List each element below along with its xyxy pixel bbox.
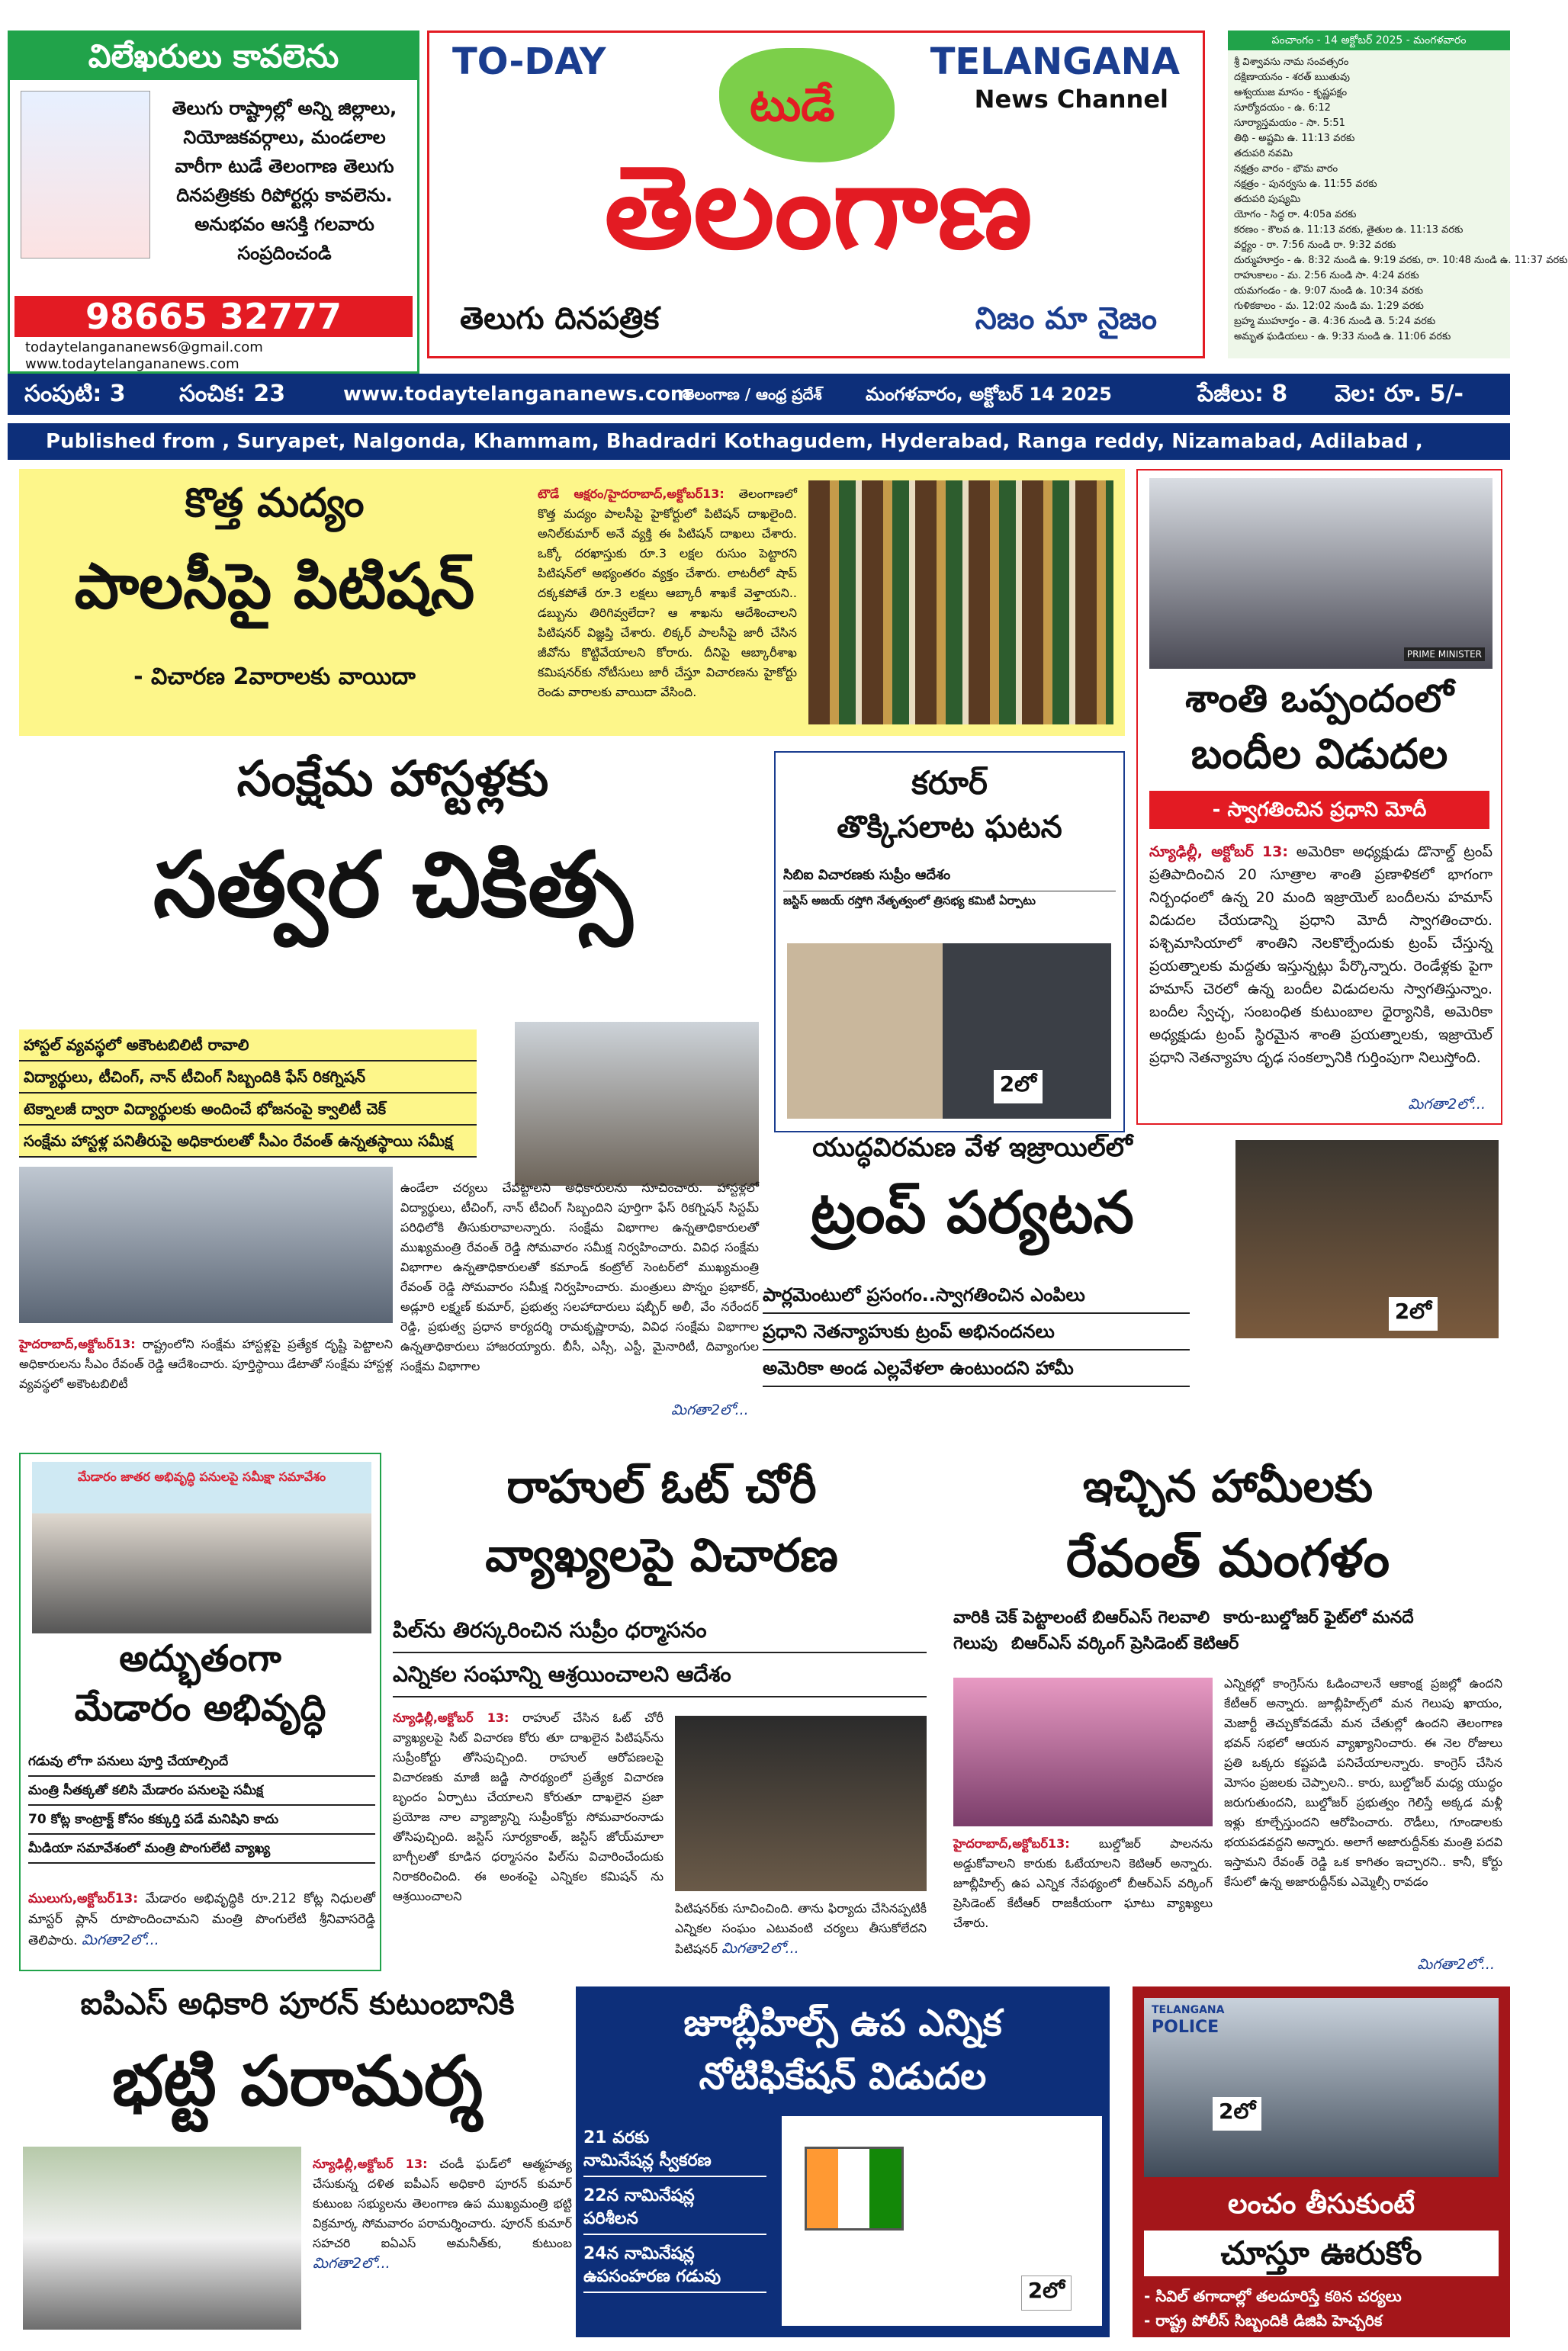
panchang-line: యోగం - సిద్ధ రా. 4:05a వరకు [1234, 209, 1357, 220]
jubilee-item-date: 24న నామినేషన్ల [583, 2244, 695, 2263]
trump-photo [1235, 1140, 1499, 1338]
liquor-policy-story [19, 469, 1125, 736]
trump-subline: పార్లమెంటులో ప్రసంగం..స్వాగతించిన ఎంపిలు [763, 1277, 1190, 1314]
ktr-head2: రేవంత్ మంగళం [1065, 1529, 1390, 1589]
ballot-box-icon [805, 2147, 904, 2231]
liquor-body [538, 484, 797, 702]
rahul-body-left [393, 1708, 664, 1937]
rahul-subline: పిల్‌ను తిరస్కరించిన సుప్రీం ధర్మాసనం [393, 1609, 927, 1653]
modi-more[interactable]: మిగతా2లో... [1408, 1096, 1486, 1113]
hostel-body-right [400, 1178, 759, 1373]
ktr-body-right [1224, 1674, 1502, 1956]
states: తెలంగాణ / ఆంధ్ర ప్రదేశ్ [683, 385, 822, 403]
panchang-line: తిథి - అష్టమి ఉ. 11:13 వరకు [1234, 133, 1355, 144]
modi-lead: న్యూఢిల్లీ, అక్టోబర్ 13: [1149, 843, 1288, 860]
ktr-bullet: కారు-బుల్డోజర్ ఫైట్‌లో మనదే గెలుపు [953, 1608, 1414, 1653]
panchang-box [1228, 31, 1568, 358]
hostel-left-text: రాష్ట్రంలోని సంక్షేమ హాస్టళ్లపై ప్రత్యేక దృష్టి పెట్టాలని అధికారులను సీఎం రేవంత్ రెడ్డి ఆదేశించారు. పూర్తిస్థాయి డేటాతో సంక్షేమ హాస్టళ్ల వ్యవస్థలో అకౌంటబిలిటీ [19, 1337, 394, 1391]
bhatti-body [313, 2154, 572, 2274]
modi-body [1149, 840, 1492, 1069]
hostel-bullet: సంక్షేమ హాస్టళ్ల పనితీరుపై అధికారులతో సీఎం రేవంత్ ఉన్నతస్థాయి సమీక్ష [19, 1126, 477, 1158]
issue-date: మంగళవారం, అక్టోబర్ 14 2025 [866, 384, 1112, 405]
liquor-sub: - విచారణ 2వారాలకు వాయిదా [133, 663, 416, 690]
panchang-line: బ్రహ్మ ముహూర్తం - తె. 4:36 నుండి తె. 5:24 వరకు [1234, 316, 1436, 327]
medaram-story [19, 1453, 381, 1971]
modi-sub: - స్వాగతించిన ప్రధాని మోదీ [1149, 791, 1489, 829]
ktr-photo [953, 1678, 1213, 1826]
masthead-telangana: TELANGANA [930, 40, 1180, 83]
hostel-bullet: విద్యార్థులు, టీచింగ్, నాన్ టీచింగ్ సిబ్బందికి ఫేస్ రికగ్నిషన్ [19, 1061, 477, 1094]
masthead-small-title: టుడే [750, 79, 835, 132]
hostel-more[interactable]: మిగతా2లో... [671, 1402, 749, 1418]
trump-subline: అమెరికా అండ ఎల్లవేళలా ఉంటుందని హామీ [763, 1351, 1190, 1387]
jubilee-head1: జూబ్లీహిల్స్ ఉప ఎన్నిక [683, 2002, 1002, 2044]
medaram-head2: మేడారం అభివృద్ధి [74, 1687, 326, 1730]
ktr-body-left [953, 1834, 1213, 1967]
trump-badge[interactable]: 2లో [1389, 1297, 1438, 1331]
ad-email: todaytelangananews6@gmail.com [25, 339, 263, 355]
masthead-tagline-left: తెలుగు దినపత్రిక [460, 301, 660, 336]
price: వెల: రూ. 5/- [1335, 381, 1464, 407]
panchang-line: సూర్యాస్తమయం - సా. 5:51 [1234, 117, 1345, 129]
jubilee-item-desc: పరిశీలన [583, 2209, 638, 2228]
medaram-lines [28, 1748, 375, 1864]
trump-kicker: యుద్ధవిరమణ వేళ ఇజ్రాయిల్‌లో [812, 1132, 1133, 1163]
medaram-subline: 70 కోట్ల కాంట్రాక్ట్ కోసం కక్కుర్తి పడే మనిషిని కాదు [28, 1806, 375, 1835]
liquor-text: తెలంగాణలో కొత్త మద్యం పాలసీపై హైకోర్టులో పిటిషన్ దాఖలైంది. అనిల్‌కుమార్ అనే వ్యక్తి ఈ పిటిషన్ దాఖలు చేశారు. ఒక్కో దరఖాస్తుకు రూ.3 లక్షల రుసుం పెట్టారని పిటిషన్‌లో అభ్యంతరం వ్యక్తం చేశారు. లాటరీలో షాప్ దక్కకపోతే రూ.3 లక్షలు ఆబ్కారీ శాఖకే వెళ్తాయని.. డబ్బును తిరిగివ్వలేదా? ఆ శాఖను ఆదేశించాలని పిటిషనర్ విజ్ఞప్తి చేశారు. లిక్కర్ పాలసీపై జారీ చేసిన జీవోను కొట్టివేయాలని కోరారు. దీనిపై ఆబ్కారీశాఖ కమిషనర్‌కు నోటీసులు జారీ చేస్తూ విచారణను హైకోర్టు రెండు వారాలకు వాయిదా వేసింది. [538, 487, 797, 699]
masthead-today: TO-DAY [452, 40, 606, 83]
police-logo2: POLICE [1152, 2018, 1219, 2037]
ad-phone: 98665 32777 [14, 296, 413, 337]
liquor-lead: టౌడే ఆక్షరం/హైదరాబాద్,అక్టోబర్13: [538, 487, 725, 501]
panchang-line: వర్జ్యం - రా. 7:56 నుండి రా. 9:32 వరకు [1234, 239, 1396, 251]
panchang-line: ఆశ్వయుజ మాసం - కృష్ణపక్షం [1234, 87, 1348, 98]
police-badge[interactable]: 2లో [1213, 2097, 1261, 2131]
rahul-head2: వ్యాఖ్యలపై విచారణ [485, 1529, 838, 1582]
police-head1: లంచం తీసుకుంటే [1227, 2189, 1415, 2220]
karur-badge[interactable]: 2లో [994, 1070, 1043, 1103]
revanth-photo [515, 1022, 759, 1186]
review-meeting-photo [19, 1167, 393, 1323]
jubilee-head2: నోటిఫికేషన్ విడుదల [699, 2055, 987, 2098]
panchang-lines [1228, 50, 1568, 349]
rahul-body-right [675, 1899, 927, 1959]
bhatti-headline: భట్టి పరామర్శ [111, 2041, 484, 2121]
panchang-line: తదుపరి నవమి [1234, 148, 1293, 159]
rahul-subline: ఎన్నికల సంఘాన్ని ఆశ్రయించాలని ఆదేశం [393, 1653, 927, 1697]
bhatti-more[interactable]: మిగతా2లో... [313, 2255, 390, 2272]
medaram-body [28, 1889, 375, 1951]
modi-photo [1149, 478, 1492, 669]
jubilee-item-desc: నామినేషన్ల స్వీకరణ [583, 2151, 712, 2170]
masthead [427, 31, 1205, 358]
karur-head2: తొక్కిసలాట ఘటన [837, 810, 1062, 845]
page-count: పేజీలు: 8 [1197, 381, 1288, 407]
hostel-bullets [19, 1029, 477, 1158]
ad-website: www.todaytelangananews.com [25, 356, 239, 372]
modi-story [1136, 469, 1502, 1125]
ktr-head1: ఇచ్చిన హామీలకు [1082, 1460, 1374, 1512]
ktr-bullet: వారికి చెక్ పెట్టాలంటే బిఆర్‌ఎస్ గెలవాలి [953, 1608, 1210, 1627]
trump-lines [763, 1277, 1190, 1387]
trump-subline: ప్రధాని నెతన్యాహుకు ట్రంప్ అభినందనలు [763, 1314, 1190, 1351]
rahul-story [389, 1453, 934, 1975]
medaram-banner: మేడారం జాతర అభివృద్ధి పనులపై సమీక్షా సమావేశం [77, 1469, 326, 1484]
karur-head1: కరూర్ [911, 764, 988, 801]
liquor-shelf-photo [808, 480, 1113, 724]
published-from: Published from , Suryapet, Nalgonda, Khammam, Bhadradri Kothagudem, Hyderabad, Ranga reddy, Nizamabad, Adilabad , [46, 430, 1423, 453]
rahul-more[interactable]: మిగతా2లో... [721, 1940, 799, 1957]
ad-newspaper-image [21, 91, 150, 259]
medaram-subline: మీడియా సమావేశంలో మంత్రి పొంగులేటి వ్యాఖ్య [28, 1835, 375, 1864]
jubilee-item [583, 2182, 766, 2235]
hostel-body-left [19, 1334, 393, 1418]
masthead-big-title: తెలంగాణ [604, 142, 1033, 275]
karur-line2: జస్టిస్ అజయ్ రస్తోగి నేతృత్వంలో త్రిసభ్య కమిటీ ఏర్పాటు [783, 894, 1036, 907]
website[interactable]: www.todaytelangananews.com [343, 383, 691, 406]
modi-text: అమెరికా అధ్యక్షుడు డొనాల్డ్ ట్రంప్ ప్రతిపాదించిన 20 సూత్రాల శాంతి ప్రణాళికలో భాగంగా నిర్బంధంలో ఉన్న 20 మంది ఇజ్రాయెల్ బందీలను హమాస్ విడుదల చేయడాన్ని ప్రధాని మోదీ స్వాగతించారు. పశ్చిమాసియాలో శాంతిని నెలకొల్పేందుకు ట్రంప్ చేస్తున్న ప్రయత్నాలకు మద్దతు ఇస్తున్నట్లు పేర్కొన్నారు. రెండేళ్లకు పైగా హమాస్ చెరలో ఉన్న బందీల విడుదలను స్వాగతిస్తున్నాం. బందీల స్వేచ్ఛ, సంబంధిత కుటుంబాల ధైర్యానికి, అమెరికా అధ్యక్షుడు ట్రంప్ స్థిరమైన శాంతి ప్రయత్నాలకు, ఇజ్రాయెల్ ప్రధాని నెతన్యాహు దృఢ సంకల్పానికి గుర్తింపుగా నిలుస్తోంది. [1149, 843, 1493, 1066]
police-logo: TELANGANA [1152, 2004, 1225, 2016]
jubilee-badge[interactable]: 2లో [1021, 2276, 1072, 2311]
ad-title: విలేఖరులు కావలెను [10, 33, 417, 80]
police-photo [1144, 1998, 1499, 2177]
hostel-bullet: హాస్టల్ వ్యవస్థలో అకౌంటబిలిటీ రావాలి [19, 1029, 477, 1061]
jubilee-item-desc: ఉపసంహరణ గడువు [583, 2267, 721, 2286]
ktr-story [946, 1453, 1510, 1979]
jubilee-item-date: 22న నామినేషన్ల [583, 2186, 695, 2205]
rahul-photo [675, 1716, 927, 1891]
issue-number: సంచిక: 23 [179, 381, 286, 407]
medaram-subline: మంత్రి సీతక్కతో కలిసి మేడారం పనులపై సమీక్ష [28, 1777, 375, 1806]
panchang-line: నక్షత్రం వారం - భౌమ వారం [1234, 163, 1338, 175]
ad-text: తెలుగు రాష్ట్రాల్లో అన్ని జిల్లాలు, నియోజకవర్గాలు, మండలాల వారీగా టుడే తెలంగాణ తెలుగు దినపత్రికకు రిపోర్టర్లు కావలెను. అనుభవం ఆసక్తి గలవారు సంప్రదించండి [172, 98, 397, 264]
panchang-line: కరణం - కౌలవ ఉ. 11:13 వరకు, తైతుల ఉ. 11:13 వరకు [1234, 224, 1464, 236]
karur-line1: సిబిఐ విచారణకు సుప్రీం ఆదేశం [783, 867, 1116, 891]
ktr-right-text: ఎన్నికల్లో కాంగ్రెస్‌ను ఓడించాలనే ఆకాంక్ష ప్రజల్లో ఉందని కేటీఆర్ అన్నారు. జూబ్లీహిల్స్‌లో మన గెలుపు ఖాయం, మెజార్టీ తెచ్చుకోవడమే మన చేతుల్లో ఉందని తెలంగాణ భవన్ సభలో ఆయన వ్యాఖ్యానించారు. ఈ నెల రోజులు ప్రతి ఒక్కరు కష్టపడి పనిచేయాలన్నారు. కాంగ్రెస్ చేసిన మోసం ప్రజలకు చెప్పాలని.. కారు, బుల్డోజర్ మధ్య యుద్ధం జరుగుతుందని, బుల్డోజర్ ప్రభుత్వం గెలిస్తే అక్కడ మళ్లీ ఇళ్లు కూల్చేస్తుందని ఆరోపించారు. రౌడీలు, గూండాలకు భయపడవద్దని అన్నారు. అలాగే అజారుద్దీన్‌కు మంత్రి పదవి ఇస్తామని రేవంత్ రెడ్డి ఒక కాగితం ఇచ్చారని.. కానీ, కోర్టు కేసులో ఉన్న అజారుద్దీన్‌కు ఎమ్మెల్సీ రావడం [1224, 1676, 1502, 1889]
rahul-right-text: పిటిషనర్‌కు సూచించింది. తాను ఫిర్యాదు చేసినప్పటికీ ఎన్నికల సంఘం ఎటువంటి చర్యలు తీసుకోలేదని పిటిషనర్ [675, 1901, 927, 1956]
medaram-head1: అద్భుతంగా [119, 1637, 281, 1680]
masthead-tagline-right: నిజం మా నైజం [975, 301, 1157, 336]
medaram-photo [32, 1462, 371, 1633]
panchang-line: యమగండం - ఉ. 9:07 నుండి ఉ. 10:34 వరకు [1234, 285, 1424, 297]
police-lines [1144, 2284, 1499, 2333]
panchang-line: అమృత ఘడియలు - ఉ. 9:33 నుండి ఉ. 11:06 వరకు [1234, 331, 1451, 342]
karur-story [774, 751, 1125, 1132]
bhatti-photo [23, 2147, 301, 2330]
hostel-right-text: ఉండేలా చర్యలు చేపట్టాలని అధికారులను సూచించారు. హాస్టళ్లలో విద్యార్థులు, టీచింగ్, నాన్ టీచింగ్ సిబ్బందిని పూర్తిగా ఫేస్ రికగ్నిషన్ సిస్టమ్ పరిధిలోకి తీసుకురావాలన్నారు. సంక్షేమ విభాగాల ఉన్నతాధికారులతో ముఖ్యమంత్రి రేవంత్ రెడ్డి సోమవారం సమీక్ష నిర్వహించారు. వివిధ సంక్షేమ విభాగాల ఉన్నతాధికారులతో కమాండ్ కంట్రోల్ సెంటర్‌లో ముఖ్యమంత్రి రేవంత్ రెడ్డి సోమవారం సమీక్ష నిర్వహించారు. మంత్రులు పొన్నం ప్రభాకర్, అడ్లూరి లక్ష్మణ్ కుమార్, ప్రభుత్వ సలహాదారులు షబ్బీర్ అలీ, వేం నరేందర్ రెడ్డి, ప్రభుత్వ ప్రధాన కార్యదర్శి రామకృష్ణారావు, వివిధ సంక్షేమ విభాగాల ఉన్నతాధికారులు హాజరయ్యారు. బీసీ, ఎస్సీ, ఎస్టీ, మైనారిటీ, దివ్యాంగుల సంక్షేమ విభాగాల [400, 1180, 759, 1373]
panchang-line: సూర్యోదయం - ఉ. 6:12 [1234, 102, 1331, 114]
panchang-line: నక్షత్రం - పునర్వసు ఉ. 11:55 వరకు [1234, 178, 1377, 190]
panchang-line: రాహుకాలం - మ. 2:56 నుండి సా. 4:24 వరకు [1234, 270, 1419, 281]
masthead-channel: News Channel [974, 85, 1168, 114]
police-subline: - సివిల్ తగాదాల్లో తలదూరిస్తే కఠిన చర్యలు [1144, 2287, 1402, 2305]
bhatti-story [19, 1986, 576, 2337]
modi-head2: బందీల విడుదల [1190, 730, 1448, 778]
medaram-more[interactable]: మిగతా2లో... [82, 1932, 159, 1948]
liquor-headline: పాలసీపై పిటిషన్ [74, 551, 475, 623]
hostel-kicker: సంక్షేమ హాస్టళ్లకు [236, 751, 549, 808]
ktr-bullets [953, 1605, 1502, 1657]
jubilee-items [583, 2124, 766, 2298]
panchang-title: పంచాంగం - 14 అక్టోబర్ 2025 - మంగళవారం [1228, 31, 1510, 50]
liquor-kicker: కొత్త మద్యం [185, 480, 365, 526]
jubilee-item [583, 2124, 766, 2177]
police-story [1133, 1986, 1510, 2337]
medaram-subline: గడువు లోగా పనులు పూర్తి చేయాల్సిందే [28, 1748, 375, 1777]
jubilee-item-date: 21 వరకు [583, 2128, 650, 2147]
published-from-bar [8, 423, 1510, 460]
reporters-wanted-ad [8, 31, 419, 374]
hostel-bullet: టెక్నాలజీ ద్వారా విద్యార్థులకు అందించే భోజనంపై క్వాలిటీ చెక్ [19, 1094, 477, 1126]
jubilee-hills-story [576, 1986, 1110, 2337]
rahul-left-text: రాహుల్ చేసిన ఓట్ చోరీ వ్యాఖ్యలపై సిట్ విచారణ కోరు తూ దాఖలైన పిటిషన్‌ను సుప్రీంకోర్టు తోసిపుచ్చింది. రాహుల్ ఆరోపణలపై విచారణకు మాజీ జడ్జి సారథ్యంలో ప్రత్యేక విచారణ బృందం ఏర్పాటు చేయాలని కోరుతూ దాఖలైన ప్రజా ప్రయోజ నాల వ్యాజ్యాన్ని సుప్రీంకోర్టు సోమవారంనాడు తోసిపుచ్చింది. జస్టిస్ సూర్యకాంత్, జస్టిస్ జోయ్‌మాలా బాగ్చీలతో కూడిన ధర్మాసనం పిల్‌ను విచారించేందుకు నిరాకరించింది. ఈ అంశంపై ఎన్నికల కమిషన్ ను ఆశ్రయించాలని [393, 1710, 664, 1903]
rahul-lines [393, 1609, 927, 1697]
trump-story [759, 1125, 1510, 1415]
modi-head1: శాంతి ఒప్పందంలో [1185, 676, 1454, 721]
medaram-text: మేడారం అభివృద్ధికి రూ.212 కోట్ల నిధులతో మాస్టర్ ప్లాన్ రూపొందించామని మంత్రి పొంగులేటి శ్రీనివాసరెడ్డి తెలిపారు. [28, 1891, 375, 1948]
bhatti-lead: న్యూఢిల్లీ,అక్టోబర్ 13: [313, 2157, 428, 2171]
police-subline: - రాష్ట్ర పోలీస్ సిబ్బందికి డిజిపి హెచ్చరిక [1144, 2311, 1383, 2330]
panchang-line: గుళికకాలం - మ. 12:02 నుండి మ. 1:29 వరకు [1234, 300, 1424, 312]
bhatti-text: చండీ ఘడ్‌లో ఆత్మహత్య చేసుకున్న దళిత ఐపీఎస్ అధికారి పూరన్ కుమార్ కుటుంబ సభ్యులను తెలంగాణ ఉప ముఖ్యమంత్రి భట్టి విక్రమార్క సోమవారం పరామర్శించారు. పూరన్ కుమార్ సహచరి ఐఏఎస్ అమనీత్‌కు, కుటుంబ [313, 2157, 572, 2250]
medaram-lead: ములుగు,అక్టోబర్13: [28, 1891, 139, 1906]
hostel-lead: హైదరాబాద్,అక్టోబర్13: [19, 1337, 136, 1351]
panchang-line: తదుపరి పుష్యమి [1234, 194, 1301, 205]
rahul-lead: న్యూఢిల్లీ,అక్టోబర్ 13: [393, 1710, 509, 1725]
evm-graphic [782, 2116, 1102, 2326]
karur-photo [787, 943, 1111, 1119]
trump-headline: ట్రంప్ పర్యటన [811, 1178, 1134, 1246]
ktr-more[interactable]: మిగతా2లో... [1417, 1956, 1495, 1973]
issue-info-bar [8, 374, 1510, 415]
panchang-line: శ్రీ విశ్వావసు నామ సంవత్సరం [1234, 56, 1349, 68]
panchang-line: దక్షిణాయనం - శరత్ ఋతువు [1234, 72, 1350, 83]
bhatti-kicker: ఐపిఎస్ అధికారి పూరన్ కుటుంబానికి [80, 1986, 515, 2022]
panchang-line: దుర్ముహూర్తం - ఉ. 8:32 నుండి ఉ. 9:19 వరకు, రా. 10:48 నుండి ఉ. 11:37 వరకు [1234, 255, 1568, 266]
ktr-lead: హైదరాబాద్,అక్టోబర్13: [953, 1836, 1070, 1851]
hostel-headline: సత్వర చికిత్స [153, 832, 633, 937]
police-head2: చూస్తూ ఊరుకోం [1144, 2231, 1499, 2276]
modi-photo-caption: PRIME MINISTER [1404, 647, 1485, 661]
jubilee-item [583, 2240, 766, 2293]
ktr-bullet: బిఆర్‌ఎస్ వర్కింగ్ ప్రెసిడెంట్ కెటిఆర్ [1011, 1634, 1239, 1653]
volume: సంపుటి: 3 [24, 381, 126, 407]
rahul-head1: రాహుల్ ఓట్ చోరీ [506, 1460, 817, 1514]
ktr-left-text: బుల్డోజర్ పాలనను అడ్డుకోవాలని కారుకు ఓటేయాలని కెటిఆర్ అన్నారు. జూబ్లీహిల్స్ ఉప ఎన్నిక నేపథ్యంలో బీఆర్ఎస్ వర్కింగ్ ప్రెసిడెంట్ కేటీఆర్ రాజకీయంగా ఘాటు వ్యాఖ్యలు చేశారు. [953, 1836, 1213, 1930]
hostel-more-wrap [671, 1402, 763, 1424]
